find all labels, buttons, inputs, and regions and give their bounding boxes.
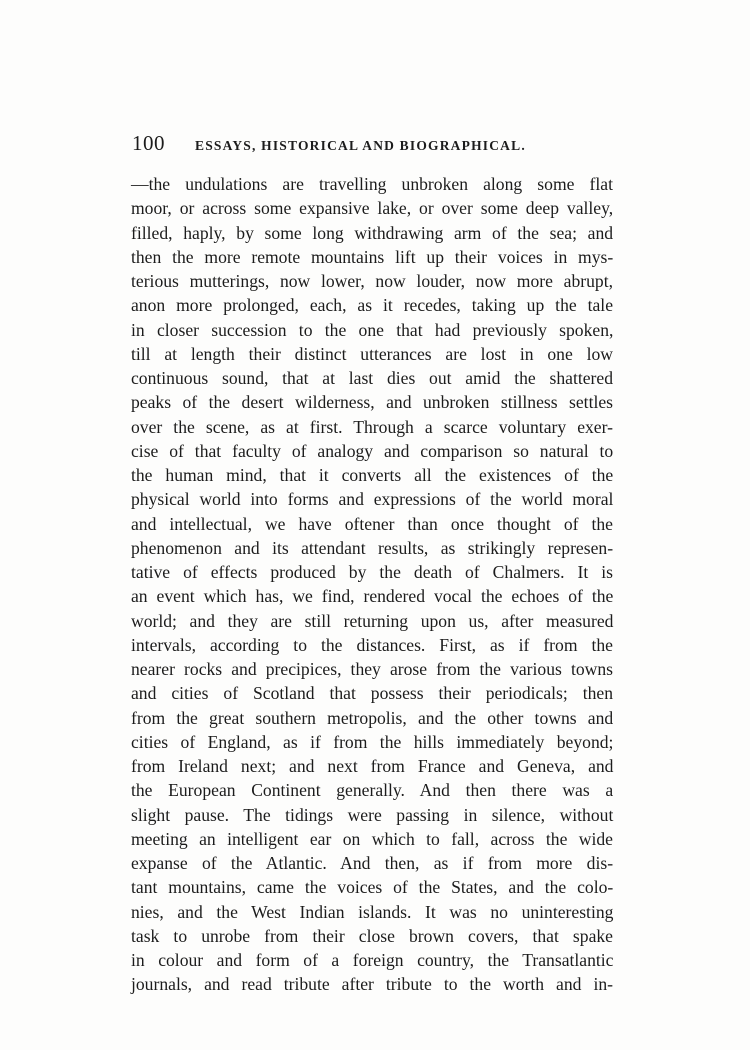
text-line: the European Continent generally. And then there was a [131,780,614,801]
text-line: and cities of Scotland that possess their periodicals; then [131,683,613,704]
text-line: intervals, according to the distances. First, as if from the [131,634,613,655]
text-line: from the great southern metropolis, and the other towns and [131,707,614,728]
text-line: nies, and the West Indian islands. It was no uninteresting [131,901,614,922]
text-line: continuous sound, that at last dies out amid the shattered [131,368,613,388]
text-line: the human mind, that it converts all the existences of the [131,465,614,485]
text-line: in colour and form of a foreign country, the Transatlantic [131,950,614,970]
text-line: then the more remote mountains lift up their voices in mys- [131,246,614,267]
text-line: tant mountains, came the voices of the States, and the colo- [131,877,614,898]
text-line: —the undulations are travelling unbroken along some flat [131,174,613,194]
text-line: till at length their distinct utterances are lost in one low [131,343,613,364]
text-line: and intellectual, we have oftener than once thought of the [131,513,613,534]
text-line: nearer rocks and precipices, they arose from the various towns [131,659,613,679]
text-line: anon more prolonged, each, as it recedes, taking up the tale [131,295,613,316]
text-line: tative of effects produced by the death of Chalmers. It is [131,562,613,582]
text-line: an event which has, we find, rendered vocal the echoes of the [131,586,614,607]
text-line: terious mutterings, now lower, now louder, now more abrupt, [131,271,613,291]
text-line: journals, and read tribute after tribute to the worth and in- [131,974,613,995]
running-head [132,131,612,157]
text-line: cise of that faculty of analogy and comparison so natural to [131,440,614,461]
page-number: 100 [132,131,165,155]
text-line: in closer succession to the one that had previously spoken, [131,319,614,340]
text-line: task to unrobe from their close brown covers, that spake [131,925,613,946]
body-text [131,172,613,997]
running-title: ESSAYS, HISTORICAL AND BIOGRAPHICAL. [195,138,526,153]
text-line: expanse of the Atlantic. And then, as if from more dis- [131,853,614,873]
text-line: world; and they are still returning upon us, after measured [131,610,614,631]
text-line: phenomenon and its attendant results, as strikingly represen- [131,537,614,558]
text-line: filled, haply, by some long withdrawing arm of the sea; and [131,222,614,243]
text-line: meeting an intelligent ear on which to fall, across the wide [131,828,613,849]
text-line: moor, or across some expansive lake, or over some deep valley, [131,198,614,219]
text-line: slight pause. The tidings were passing in silence, without [131,804,614,825]
text-line: over the scene, as at first. Through a scarce voluntary exer- [131,416,613,437]
text-line: from Ireland next; and next from France and Geneva, and [131,756,614,776]
text-line: cities of England, as if from the hills immediately beyond; [131,731,614,752]
text-line: peaks of the desert wilderness, and unbroken stillness settles [131,392,613,413]
text-line: physical world into forms and expressions of the world moral [131,489,614,510]
